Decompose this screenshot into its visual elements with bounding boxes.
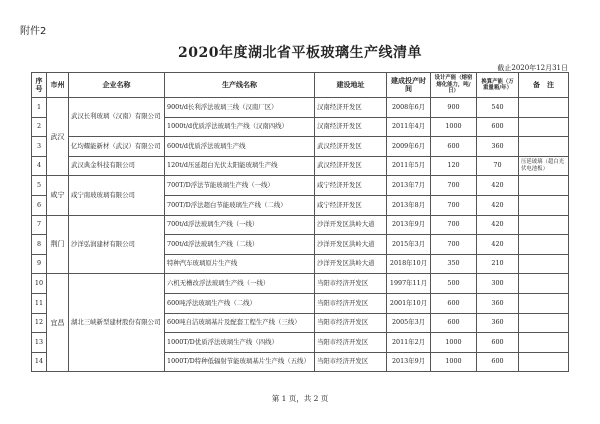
cell-converted-capacity: 360 (477, 313, 519, 333)
cell-location: 当阳市经济开发区 (315, 333, 387, 353)
header-seq: 序号 (32, 73, 47, 98)
cell-converted-capacity: 70 (477, 156, 519, 176)
cell-converted-capacity: 600 (477, 352, 519, 372)
as-of-date: 截止2020年12月31日 (497, 64, 568, 72)
cell-line-name: 1000T/D优质浮法玻璃生产线（四线） (165, 333, 315, 353)
cell-start-date: 2013年9月 (387, 215, 431, 235)
header-design-capacity: 设计产能（熔窑熔化能力，吨/日） (431, 73, 477, 98)
attachment-label: 附件2 (20, 26, 47, 37)
cell-start-date: 2013年8月 (387, 195, 431, 215)
cell-location: 汉南经济开发区 (315, 98, 387, 118)
cell-seq: 11 (32, 293, 47, 313)
header-location: 建设地址 (315, 73, 387, 98)
cell-remarks (519, 274, 569, 294)
cell-line-name: 900t/d长利浮法玻璃三线（汉南厂区） (165, 98, 315, 118)
cell-converted-capacity: 600 (477, 333, 519, 353)
page-number-footer: 第 1 页，共 2 页 (271, 394, 329, 403)
table-row (32, 156, 569, 176)
cell-line-name: 1000T/D特种低辐射节能玻璃基片生产线（五线） (165, 352, 315, 372)
cell-remarks (519, 195, 569, 215)
cell-location: 汉南经济开发区 (315, 117, 387, 137)
cell-location: 咸宁经济开发区 (315, 195, 387, 215)
cell-remarks (519, 333, 569, 353)
cell-location: 沙洋开发区洪岭大道 (315, 235, 387, 255)
header-converted-capacity: 换算产能（万重量箱/年） (477, 73, 519, 98)
cell-location: 当阳市经济开发区 (315, 352, 387, 372)
cell-start-date: 2011年2月 (387, 333, 431, 353)
cell-design-capacity: 600 (431, 313, 477, 333)
cell-design-capacity: 1000 (431, 333, 477, 353)
cell-location: 当阳市经济开发区 (315, 313, 387, 333)
cell-remarks (519, 215, 569, 235)
cell-design-capacity: 120 (431, 156, 477, 176)
cell-design-capacity: 900 (431, 98, 477, 118)
cell-start-date: 2011年5月 (387, 156, 431, 176)
cell-design-capacity: 1000 (431, 117, 477, 137)
cell-design-capacity: 600 (431, 137, 477, 157)
cell-start-date: 1997年11月 (387, 274, 431, 294)
company-name: 沙洋弘润建材有限公司 (69, 215, 165, 274)
header-company: 企业名称 (69, 73, 165, 98)
cell-location: 当阳市经济开发区 (315, 293, 387, 313)
cell-remarks (519, 117, 569, 137)
cell-converted-capacity: 420 (477, 235, 519, 255)
page-title: 2020年度湖北省平板玻璃生产线清单 (178, 45, 422, 61)
cell-line-name: 700T/D浮法节能玻璃生产线（一线） (165, 176, 315, 196)
cell-seq: 12 (32, 313, 47, 333)
company-name: 咸宁南玻玻璃有限公司 (69, 176, 165, 215)
cell-converted-capacity: 420 (477, 176, 519, 196)
cell-start-date: 2015年3月 (387, 235, 431, 255)
header-city: 市州 (47, 73, 69, 98)
cell-seq: 10 (32, 274, 47, 294)
table-row (32, 98, 569, 118)
cell-line-name: 1000t/d优质浮法玻璃生产线（汉南四线） (165, 117, 315, 137)
cell-line-name: 600吨浮法玻璃生产线（二线） (165, 293, 315, 313)
cell-line-name: 600吨自洁玻璃基片及配套工程生产线（三线） (165, 313, 315, 333)
cell-converted-capacity: 540 (477, 98, 519, 118)
table-row (32, 176, 569, 196)
cell-remarks (519, 293, 569, 313)
cell-seq: 6 (32, 195, 47, 215)
cell-converted-capacity: 600 (477, 117, 519, 137)
cell-line-name: 特种汽车玻璃原片生产线 (165, 254, 315, 274)
company-name: 武汉长利玻璃（汉南）有限公司 (69, 98, 165, 137)
cell-location: 当阳市经济开发区 (315, 274, 387, 294)
cell-converted-capacity: 420 (477, 215, 519, 235)
city-wuhan: 武汉 (47, 98, 69, 176)
cell-line-name: 700T/D浮法超白节能玻璃生产线（二线） (165, 195, 315, 215)
city-yichang: 宜昌 (47, 274, 69, 372)
table-row (32, 137, 569, 157)
cell-start-date: 2018年10月 (387, 254, 431, 274)
table-row (32, 215, 569, 235)
cell-location: 沙洋开发区洪岭大道 (315, 215, 387, 235)
cell-design-capacity: 700 (431, 235, 477, 255)
cell-design-capacity: 350 (431, 254, 477, 274)
cell-converted-capacity: 300 (477, 274, 519, 294)
cell-location: 武汉经济开发区 (315, 156, 387, 176)
cell-start-date: 2005年3月 (387, 313, 431, 333)
cell-line-name: 700t/d浮法玻璃生产线（二线） (165, 235, 315, 255)
cell-line-name: 120t/d压延超白光伏太阳能玻璃生产线 (165, 156, 315, 176)
company-name: 亿均耀能新材（武汉）有限公司 (69, 137, 165, 157)
cell-converted-capacity: 420 (477, 195, 519, 215)
cell-remarks: 压延玻璃（超白光伏电池板） (519, 156, 569, 176)
cell-start-date: 2011年4月 (387, 117, 431, 137)
header-line-name: 生产线名称 (165, 73, 315, 98)
production-line-table (31, 72, 569, 372)
cell-design-capacity: 1000 (431, 352, 477, 372)
company-name: 湖北三峡新型建材股份有限公司 (69, 274, 165, 372)
cell-seq: 2 (32, 117, 47, 137)
cell-remarks (519, 352, 569, 372)
cell-start-date: 2013年7月 (387, 176, 431, 196)
cell-start-date: 2008年6月 (387, 98, 431, 118)
cell-location: 沙洋开发区洪岭大道 (315, 254, 387, 274)
cell-remarks (519, 254, 569, 274)
cell-design-capacity: 700 (431, 176, 477, 196)
cell-seq: 1 (32, 98, 47, 118)
table-header-row (32, 73, 569, 98)
cell-line-name: 600t/d优质浮法玻璃生产线 (165, 137, 315, 157)
header-remarks: 备 注 (519, 73, 569, 98)
cell-start-date: 2009年6月 (387, 137, 431, 157)
cell-line-name: 700t/d浮法玻璃生产线（一线） (165, 215, 315, 235)
cell-remarks (519, 235, 569, 255)
cell-seq: 13 (32, 333, 47, 353)
cell-seq: 7 (32, 215, 47, 235)
cell-line-name: 六机无槽改浮法玻璃生产线（一线） (165, 274, 315, 294)
cell-design-capacity: 600 (431, 293, 477, 313)
cell-converted-capacity: 210 (477, 254, 519, 274)
cell-seq: 9 (32, 254, 47, 274)
cell-start-date: 2013年9月 (387, 352, 431, 372)
cell-seq: 4 (32, 156, 47, 176)
cell-design-capacity: 500 (431, 274, 477, 294)
cell-seq: 8 (32, 235, 47, 255)
cell-remarks (519, 176, 569, 196)
cell-seq: 3 (32, 137, 47, 157)
cell-design-capacity: 700 (431, 215, 477, 235)
cell-remarks (519, 313, 569, 333)
company-name: 武汉典金科技有限公司 (69, 156, 165, 176)
cell-start-date: 2001年10月 (387, 293, 431, 313)
cell-converted-capacity: 360 (477, 137, 519, 157)
table-row (32, 274, 569, 294)
cell-location: 武汉经济开发区 (315, 137, 387, 157)
cell-remarks (519, 98, 569, 118)
cell-seq: 14 (32, 352, 47, 372)
cell-remarks (519, 137, 569, 157)
cell-location: 咸宁经济开发区 (315, 176, 387, 196)
cell-design-capacity: 700 (431, 195, 477, 215)
cell-converted-capacity: 360 (477, 293, 519, 313)
city-xianning: 咸宁 (47, 176, 69, 215)
city-jingmen: 荆门 (47, 215, 69, 274)
header-start-date: 建成投产时间 (387, 73, 431, 98)
cell-seq: 5 (32, 176, 47, 196)
